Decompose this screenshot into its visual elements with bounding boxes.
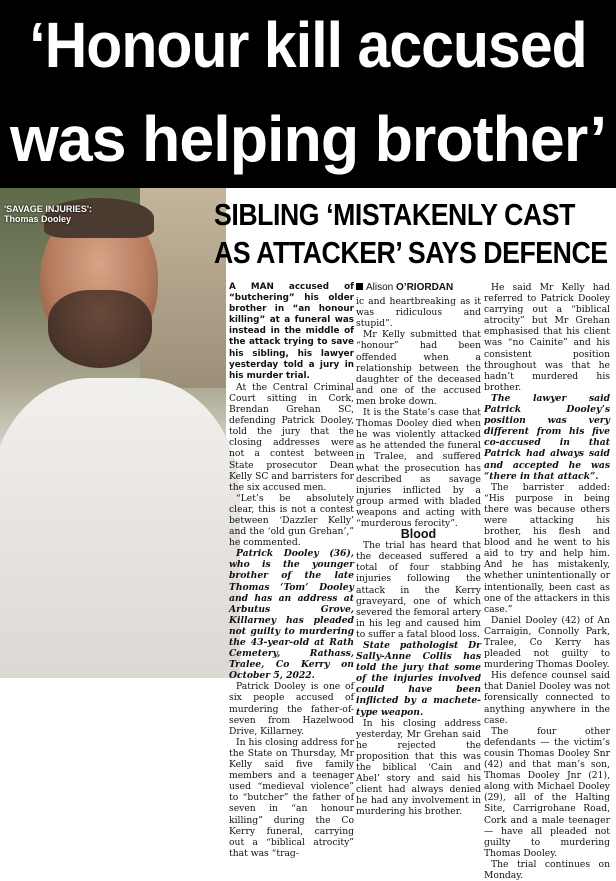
article-paragraph: Patrick Dooley is one of six people accused of murdering the father-of-seven from Hazelwood Drive, Killarney.: [229, 681, 354, 737]
article-paragraph: It is the State’s case that Thomas Dooley died when he was violently attacked as he attended the funeral in Tralee, and suffered what the prosecution has described as savage injuries inflicted by a group armed with bladed weapons and acting with “murderous ferocity”.: [356, 407, 481, 529]
article-paragraph: Daniel Dooley (42) of An Carraigin, Connolly Park, Tralee, Co Kerry has pleaded not guilty to murdering Thomas Dooley.: [484, 614, 610, 671]
headline-line-1: ‘Honour kill accused: [29, 9, 587, 81]
photo-beard: [48, 290, 152, 368]
article-paragraph-italic: The lawyer said Patrick Dooley’s position was very different from his five co-accused in that Patrick had always said and accepted he was “there in that attack”.: [484, 392, 610, 482]
article-paragraph: “Let’s be absolutely clear, this is not a contest between ‘Dazzler Kelly’ and the ‘old gun Grehan’,” he commented.: [229, 492, 354, 549]
article-paragraph: At the Central Criminal Court sitting in Cork, Brendan Grehan SC, defending Patrick Dooley, told the jury that the closing addresses were not a contest between State prosecutor Dean Kelly SC and barristers for the six accused men.: [229, 381, 354, 493]
subheadline-line-2: AS ATTACKER’ SAYS DEFENCE: [214, 235, 608, 270]
byline: [356, 282, 481, 293]
headline-line-2: was helping brother’: [9, 103, 607, 175]
crosshead: Blood: [400, 527, 437, 542]
byline-last-name: O’RIORDAN: [396, 282, 454, 293]
article-column-3: [484, 282, 610, 881]
photo-caption-line-2: Thomas Dooley: [4, 214, 72, 224]
article-paragraph: The barrister added: “His purpose in being there was because others were attacking his brother, his flesh and blood and he went to his aid to try and help him. And he has mistakenly, whether unintentionally or intentionally, been cast as one of the attackers in this case.”: [484, 481, 610, 615]
article-lead: A MAN accused of “butchering” his older brother in “an honour killing” at a funeral was instead in the middle of the attack trying to save his sibling, his lawyer yesterday told a jury in his murder trial.: [229, 282, 354, 381]
article-paragraph: His defence counsel said that Daniel Dooley was not forensically connected to anything anywhere in the case.: [484, 670, 610, 726]
article-column-1: [229, 282, 354, 859]
article-paragraph: The trial continues on Monday.: [484, 858, 610, 881]
article-paragraph: The trial has heard that the deceased suffered a total of four stabbing injuries following the attack in the Kerry graveyard, one of which severed the femoral artery in his leg and caused him to suffer a fatal blood loss.: [356, 540, 481, 640]
headline: [0, 0, 616, 188]
article-paragraph-italic: Patrick Dooley (36), who is the younger brother of the late Thomas ‘Tom’ Dooley and has an address at Arbutus Grove, Killarney has pleaded not guilty to murdering the 43-year-old at Rath Cemetery, Rathass, Tralee, Co Kerry on October 5, 2022.: [229, 548, 354, 682]
photo-caption-line-1: 'SAVAGE INJURIES':: [4, 204, 92, 214]
article-paragraph: In his closing address yesterday, Mr Grehan said he rejected the proposition that this was the biblical ‘Cain and Abel’ story and said his client had always denied he had any involvement in murdering his brother.: [356, 717, 481, 818]
subheadline-line-1: SIBLING ‘MISTAKENLY CAST: [214, 197, 575, 232]
article-paragraph: The four other defendants — the victim’s cousin Thomas Dooley Snr (42) and that man’s son, Thomas Dooley Jnr (21), along with Michael Dooley (29), all of the Halting Site, Carrigrohane Road, Cork and a male teenager — have all pleaded not guilty to murdering Thomas Dooley.: [484, 725, 610, 859]
article-paragraph: Mr Kelly submitted that “honour” had been offended when a relationship between the daughter of the deceased and one of the accused men broke down.: [356, 329, 481, 407]
byline-square-icon: [356, 283, 363, 290]
byline-first-name: Alison: [366, 282, 394, 293]
article-paragraph-italic: State pathologist Dr Sally-Anne Collis has told the jury that some of the injuries involved could have been inflicted by a machete-type weapon.: [356, 640, 481, 718]
article-paragraph: ic and heartbreaking as it was ridiculous and stupid”.: [356, 296, 481, 330]
article-column-2: [356, 282, 481, 818]
photo-shirt: [0, 378, 240, 678]
article-paragraph: He said Mr Kelly had referred to Patrick Dooley carrying out a “biblical atrocity” but Mr Grehan emphasised that his client was “no Cainite” and his consistent position throughout was that he hadn’t murdered his brother.: [484, 282, 610, 393]
article-paragraph: In his closing address for the State on Thursday, Mr Kelly said five family members and a teenager used “medieval violence” to “butcher” the father of seven in “an honour killing” during the Co Kerry funeral, carrying out a “biblical atrocity” that was “trag-: [229, 736, 354, 859]
photo-caption: [4, 204, 92, 224]
photo-thomas-dooley: [0, 188, 226, 668]
subheadline: [214, 196, 614, 278]
